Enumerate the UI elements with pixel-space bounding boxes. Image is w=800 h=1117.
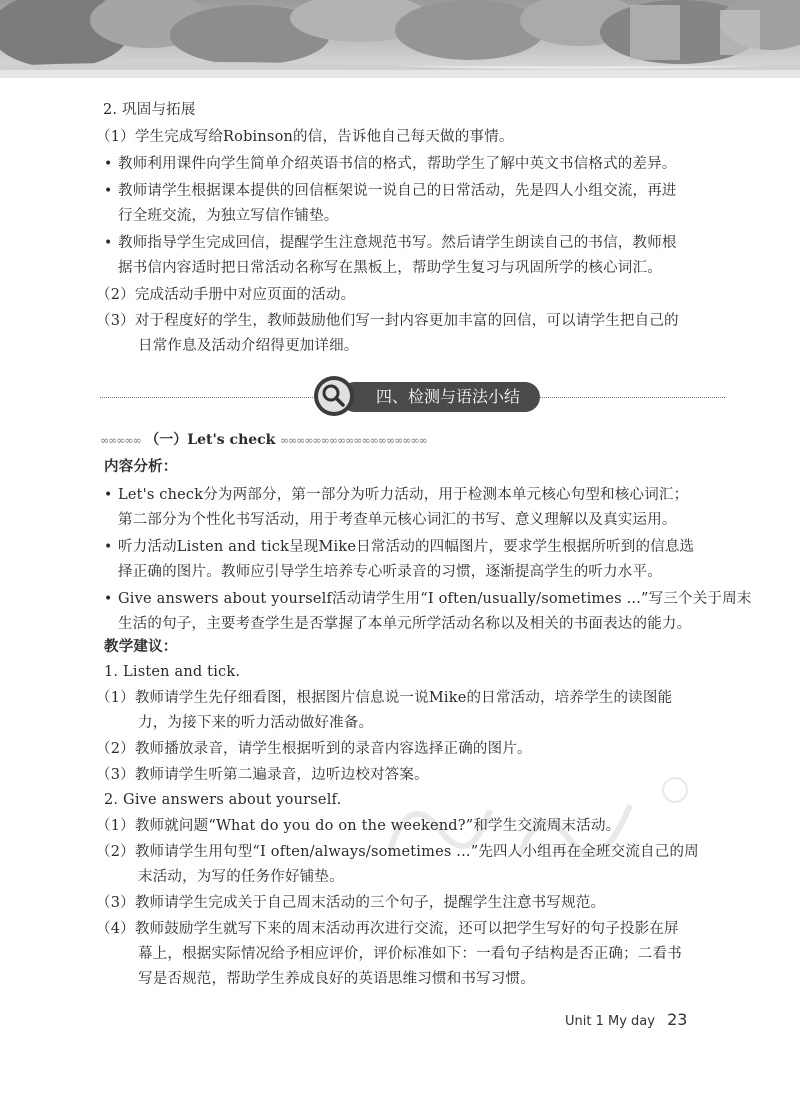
listen-item-2: （2）教师播放录音，请学生根据听到的录音内容选择正确的图片。	[96, 741, 532, 757]
bullet-icon: •	[104, 591, 113, 607]
footer-unit: Unit 1 My day	[565, 1014, 655, 1029]
section-title: 四、检测与语法小结	[340, 382, 540, 412]
listen-item-3: （3）教师请学生听第二遍录音，边听边校对答案。	[96, 767, 429, 783]
analysis-line-2: 第二部分为个性化书写活动，用于考查单元核心词汇的书写、意义理解以及真实运用。	[118, 512, 677, 528]
give-item-2b: 末活动，为写的任务作好铺垫。	[138, 869, 344, 885]
bullet-icon: •	[104, 156, 113, 172]
consolidate-bullet-2a: 教师请学生根据课本提供的回信框架说一说自己的日常活动，先是四人小组交流，再进	[118, 183, 677, 199]
divider-right	[540, 397, 725, 398]
lets-check-heading	[100, 430, 427, 451]
bullet-icon: •	[104, 487, 113, 503]
analysis-heading: 内容分析：	[104, 458, 178, 475]
consolidate-heading: 2. 巩固与拓展	[103, 102, 196, 118]
bullet-icon: •	[104, 183, 113, 199]
give-item-4a: （4）教师鼓励学生就写下来的周末活动再次进行交流，还可以把学生写好的句子投影在屏	[96, 921, 679, 937]
suggestions-heading: 教学建议：	[104, 638, 178, 655]
consolidate-bullet-3b: 据书信内容适时把日常活动名称写在黑板上，帮助学生复习与巩固所学的核心词汇。	[118, 260, 662, 276]
page-number: 23	[667, 1010, 688, 1029]
analysis-line-1: Let's check分为两部分，第一部分为听力活动，用于检测本单元核心句型和核心词汇；	[118, 487, 689, 503]
consolidate-bullet-3a: 教师指导学生完成回信，提醒学生注意规范书写。然后请学生朗读自己的书信，教师根	[118, 235, 677, 251]
give-item-2a: （2）教师请学生用句型“I often/always/sometimes ...”先四人小组再在全班交流自己的周	[96, 844, 699, 860]
analysis-line-3: 听力活动Listen and tick呈现Mike日常活动的四幅图片，要求学生根据所听到的信息选	[118, 539, 695, 555]
lets-check-label: （一）Let's check	[145, 432, 276, 448]
section-title-banner	[312, 374, 542, 418]
consolidate-bullet-2b: 行全班交流，为独立写信作铺垫。	[118, 208, 339, 224]
bullet-icon: •	[104, 235, 113, 251]
listen-item-1a: （1）教师请学生先仔细看图，根据图片信息说一说Mike的日常活动，培养学生的读图能	[96, 690, 673, 706]
magnifier-badge-icon	[312, 374, 356, 418]
consolidate-item-2: （2）完成活动手册中对应页面的活动。	[96, 287, 356, 303]
banner-art	[0, 0, 800, 78]
consolidate-item-3a: （3）对于程度好的学生，教师鼓励他们写一封内容更加丰富的回信，可以请学生把自己的	[96, 313, 679, 329]
dots-right: ∞∞∞∞∞∞∞∞∞∞∞∞∞∞∞∞∞∞	[279, 434, 427, 447]
analysis-line-5: Give answers about yourself活动请学生用“I often/usually/sometimes ...”写三个关于周末	[118, 591, 752, 607]
give-item-4b: 幕上，根据实际情况给予相应评价，评价标准如下：一看句子结构是否正确；二看书	[138, 946, 682, 962]
listen-item-1b: 力，为接下来的听力活动做好准备。	[138, 715, 374, 731]
publisher-watermark	[370, 770, 710, 880]
consolidate-item-3b: 日常作息及活动介绍得更加详细。	[138, 338, 359, 354]
page-footer	[565, 1010, 687, 1029]
consolidate-item-1: （1）学生完成写给Robinson的信，告诉他自己每天做的事情。	[96, 129, 514, 145]
dots-left: ∞∞∞∞∞	[100, 434, 141, 447]
give-heading: 2. Give answers about yourself.	[104, 792, 342, 808]
consolidate-bullet-1: 教师利用课件向学生简单介绍英语书信的格式，帮助学生了解中英文书信格式的差异。	[118, 156, 677, 172]
give-item-1: （1）教师就问题“What do you do on the weekend?”和学生交流周末活动。	[96, 818, 621, 834]
give-item-4c: 写是否规范，帮助学生养成良好的英语思维习惯和书写习惯。	[138, 971, 535, 987]
top-banner-illustration	[0, 0, 800, 78]
bullet-icon: •	[104, 539, 113, 555]
analysis-line-6: 生活的句子，主要考查学生是否掌握了本单元所学活动名称以及相关的书面表达的能力。	[118, 616, 692, 632]
give-item-3: （3）教师请学生完成关于自己周末活动的三个句子，提醒学生注意书写规范。	[96, 895, 606, 911]
analysis-line-4: 择正确的图片。教师应引导学生培养专心听录音的习惯，逐渐提高学生的听力水平。	[118, 564, 662, 580]
listen-heading: 1. Listen and tick.	[104, 664, 241, 680]
divider-left	[100, 397, 315, 398]
